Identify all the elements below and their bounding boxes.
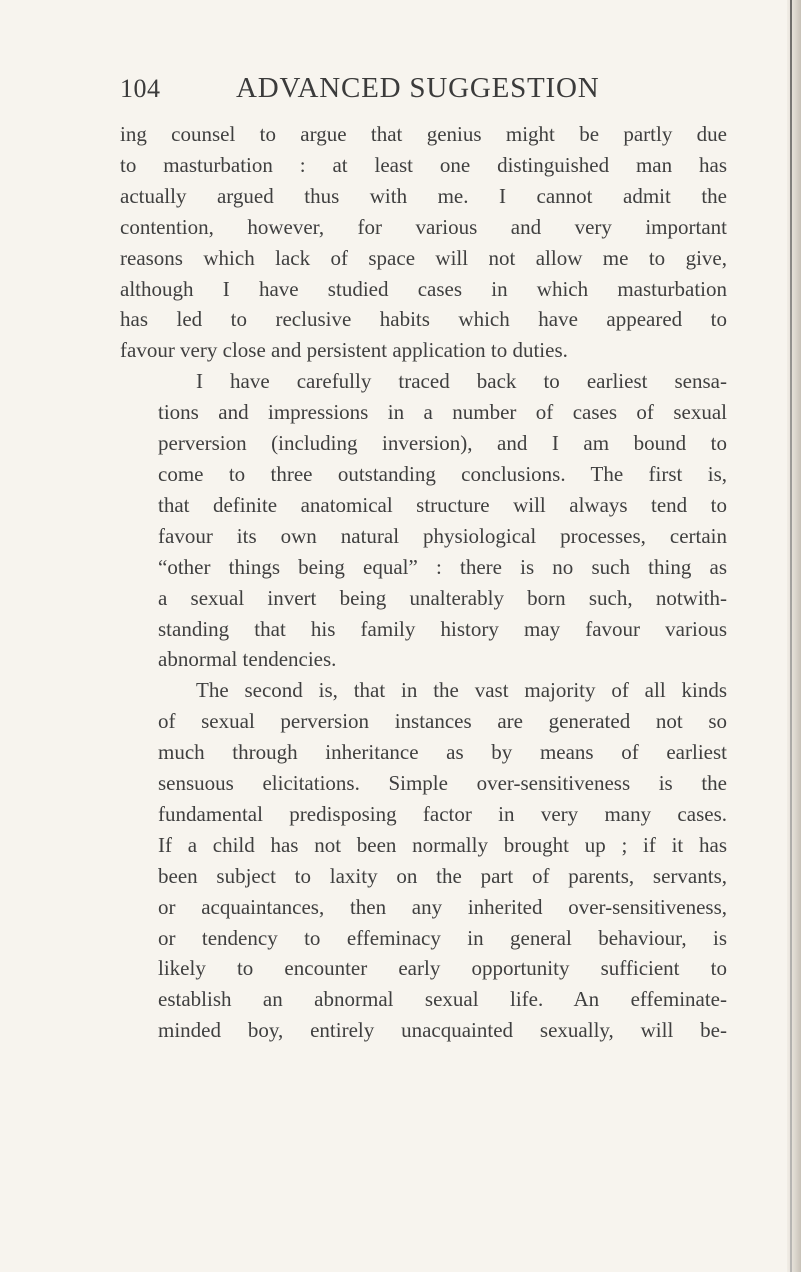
text-line: has led to reclusive habits which have appeared to [120, 307, 727, 332]
paragraph-1 [120, 119, 727, 366]
text-line: come to three outstanding conclusions. The first is, [158, 461, 727, 486]
paragraph-2 [120, 366, 727, 675]
text-line: or tendency to effeminacy in general behaviour, is [158, 925, 727, 950]
text-line: although I have studied cases in which masturbation [120, 276, 727, 301]
text-line: that definite anatomical structure will always tend to [158, 492, 727, 517]
text-line: or acquaintances, then any inherited over-sensitiveness, [158, 894, 727, 919]
text-line: establish an abnormal sexual life. An effeminate- [158, 987, 727, 1012]
text-line: contention, however, for various and very important [120, 214, 727, 239]
text-line: ing counsel to argue that genius might be partly due [120, 122, 727, 146]
text-line: favour its own natural physiological processes, certain [158, 523, 727, 548]
text-line: minded boy, entirely unacquainted sexually, will be- [158, 1018, 727, 1043]
body-text [120, 119, 727, 1046]
text-line: actually argued thus with me. I cannot admit the [120, 183, 727, 208]
text-line: “other things being equal” : there is no such thing as [158, 554, 727, 579]
text-line: favour very close and persistent application to duties. [120, 338, 568, 363]
page-edge-shadow [787, 0, 801, 1272]
text-line: of sexual perversion instances are generated not so [158, 709, 727, 734]
text-line: likely to encounter early opportunity sufficient to [158, 956, 727, 981]
running-head: ADVANCED SUGGESTION [236, 72, 600, 104]
text-line: I have carefully traced back to earliest sensa- [196, 369, 727, 394]
text-line: reasons which lack of space will not allow me to give, [120, 245, 727, 270]
text-line: much through inheritance as by means of earliest [158, 740, 727, 765]
text-line: If a child has not been normally brought up ; if it has [158, 832, 727, 857]
text-line: fundamental predisposing factor in very many cases. [158, 801, 727, 826]
text-line: abnormal tendencies. [158, 647, 337, 672]
text-line: a sexual invert being unalterably born such, notwith- [158, 585, 727, 610]
text-line: standing that his family history may favour various [158, 616, 727, 641]
page-header [120, 72, 740, 106]
paragraph-3 [120, 675, 727, 1046]
page-number: 104 [120, 74, 161, 103]
text-line: been subject to laxity on the part of parents, servants, [158, 863, 727, 888]
text-line: sensuous elicitations. Simple over-sensitiveness is the [158, 771, 727, 796]
text-line: to masturbation : at least one distinguished man has [120, 152, 727, 177]
text-line: tions and impressions in a number of cases of sexual [158, 400, 727, 425]
text-line: The second is, that in the vast majority of all kinds [196, 678, 727, 703]
text-line: perversion (including inversion), and I am bound to [158, 431, 727, 456]
